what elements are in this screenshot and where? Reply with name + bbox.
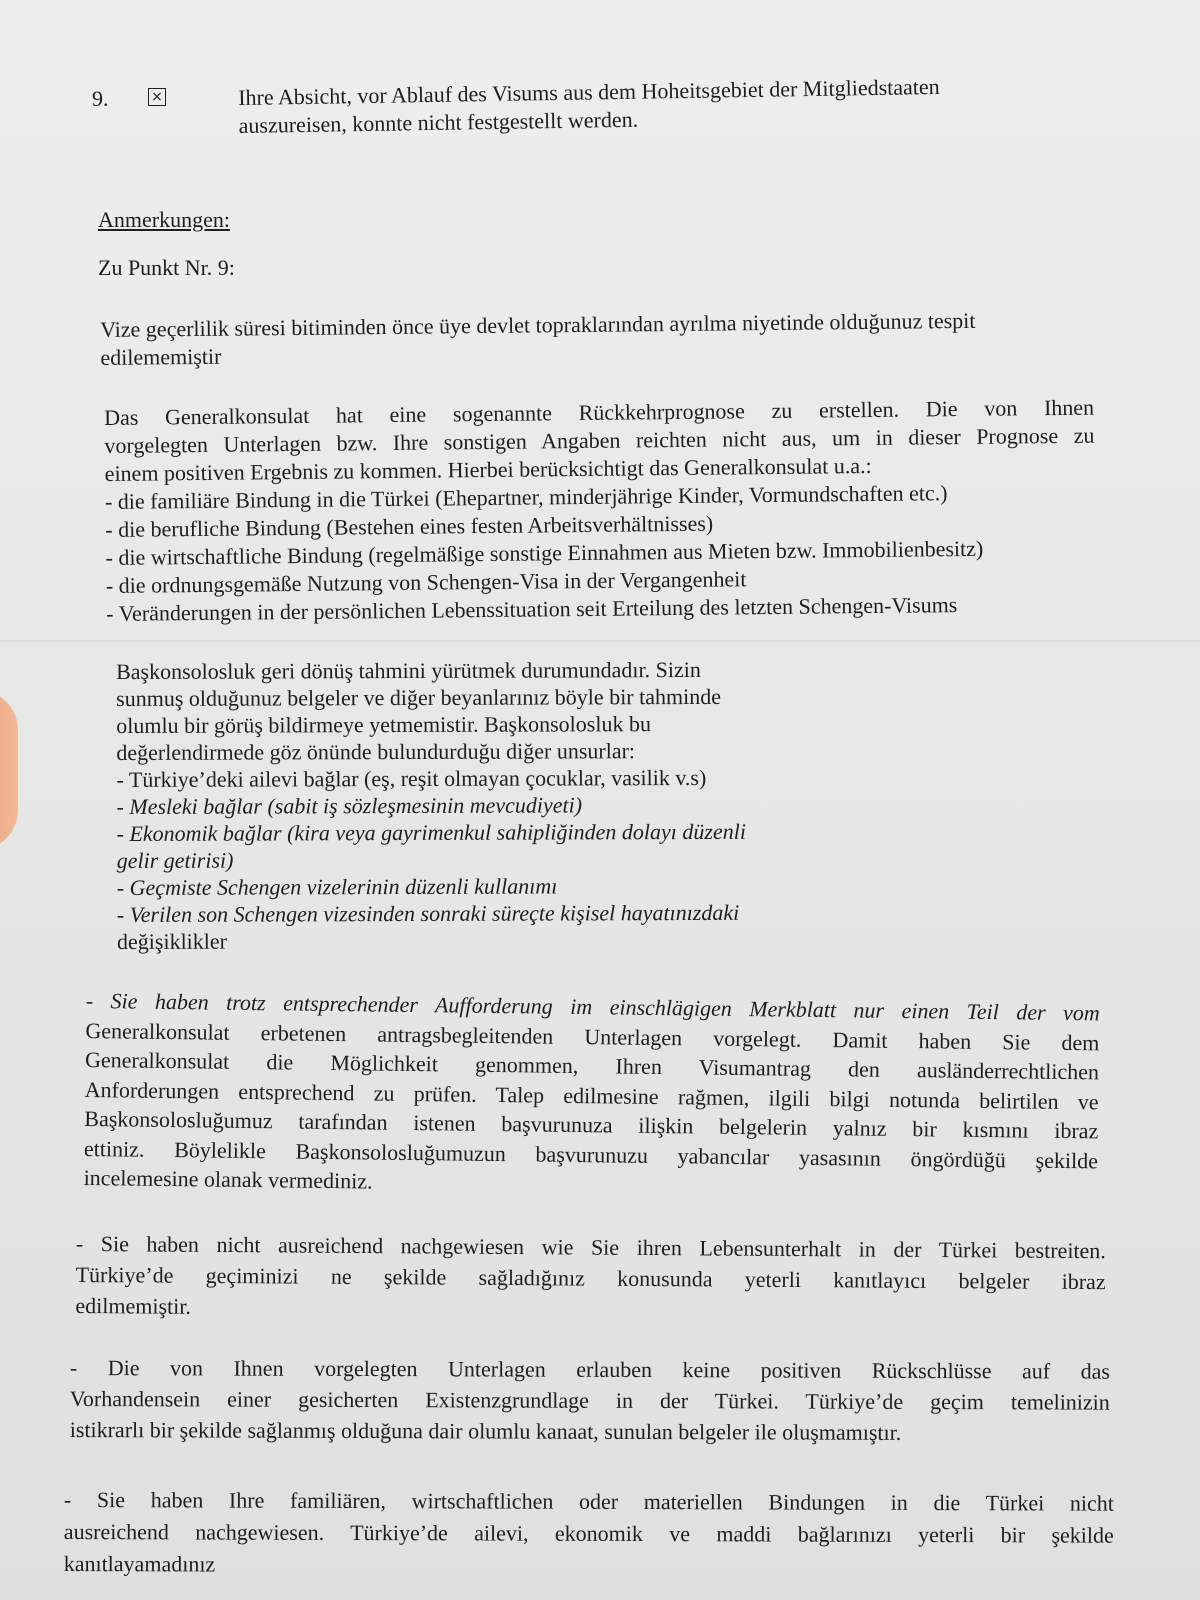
text-line: - Die von Ihnen vorgelegten Unterlagen erlauben keine positiven Rückschlüsse auf das [69, 1355, 1110, 1384]
return-prognosis-german [104, 394, 1096, 628]
point-reference: Zu Punkt Nr. 9: [98, 255, 235, 280]
paper-fold [0, 640, 1200, 642]
bullet-item: gelir getirisi) [116, 847, 234, 873]
text-line: istikrarlı bir şekilde sağlanmış olduğuna dair olumlu kanaat, sunulan belgeler ile oluşmamıştır. [69, 1416, 902, 1445]
text-line: kanıtlayamadınız [63, 1550, 216, 1577]
bullet-item: - Ekonomik bağlar (kira veya gayrimenkul sahipliğinden dolayı düzenli [116, 818, 746, 846]
bullet-item: - die berufliche Bindung (Bestehen eines festen Arbeitsverhältnisses) [105, 510, 714, 542]
text-line: einem positiven Ergebnis zu kommen. Hierbei berücksichtigt das Generalkonsulat u.a.: [104, 452, 872, 486]
bullet-item: - Verilen son Schengen vizesinden sonraki süreçte kişisel hayatınızdaki [116, 899, 740, 927]
thumb [0, 690, 18, 850]
text-line: Ihre Absicht, vor Ablauf des Visums aus dem Hoheitsgebiet der Mitgliedstaaten [238, 73, 940, 110]
existence-paragraph [70, 1352, 1110, 1449]
text-line: incelemesine olanak vermediniz. [83, 1164, 373, 1194]
text-line: auszureisen, konnte nicht festgestellt werden. [238, 106, 639, 138]
text-line: - Sie haben Ihre familiären, wirtschaftlichen oder materiellen Bindungen in die Türkei nicht [63, 1487, 1114, 1516]
vize-paragraph [100, 306, 1101, 372]
bullet-item: - die wirtschaftliche Bindung (regelmäßige sonstige Einnahmen aus Mieten bzw. Immobilienbesitz) [105, 535, 984, 570]
text-line: sunmuş olduğunuz belgeler ve diğer beyanlarınız böyle bir tahminde [116, 683, 722, 711]
text-line: Generalkonsulat erbetenen antragsbegleitenden Unterlagen vorgelegt. Damit haben Sie dem [85, 1017, 1100, 1055]
bullet-item: - Türkiye’deki ailevi bağlar (eş, reşit olmayan çocuklar, vasilik v.s) [116, 764, 707, 792]
text-line: Başkonsolosluk geri dönüş tahmini yürütmek durumundadır. Sizin [116, 656, 701, 684]
text-line: Anforderungen entsprechend zu prüfen. Talep edilmesine rağmen, ilgili bilgi notunda belirtilen ve [84, 1076, 1099, 1114]
text-line: değerlendirmede göz önünde bulundurduğu diğer unsurlar: [116, 738, 636, 765]
text-line: ausreichend nachgewiesen. Türkiye’de ailevi, ekonomik ve maddi bağlarınızı yeterli bir şekilde [63, 1518, 1114, 1548]
livelihood-paragraph [75, 1228, 1106, 1328]
bullet-item: - Veränderungen in der persönlichen Lebenssituation seit Erteilung des letzten Schengen-Visums [106, 592, 958, 626]
text-line: - Sie haben nicht ausreichend nachgewiesen wie Sie ihren Lebensunterhalt in der Türkei bestreiten. [75, 1230, 1106, 1264]
text-line: Başkonsolosluğumuz tarafından istenen başvurunuza ilişkin belgelerin yalnız bir kısmını ibraz [84, 1105, 1099, 1144]
incomplete-documents-paragraph [83, 986, 1099, 1205]
bullet-item: - Mesleki bağlar (sabit iş sözleşmesinin mevcudiyeti) [116, 792, 583, 819]
return-prognosis-turkish [116, 655, 837, 955]
text-line: Türkiye’de geçiminizi ne şekilde sağladığınız konusunda yeterli kanıtlayıcı belgeler ibraz [75, 1261, 1106, 1295]
text-line: Das Generalkonsulat hat eine sogenannte Rückkehrprognose zu erstellen. Die von Ihnen [104, 394, 1095, 430]
text-line: edilememiştir [100, 343, 222, 370]
bullet-item: - die ordnungsgemäße Nutzung von Schengen-Visa in der Vergangenheit [105, 566, 747, 598]
bullet-item: değişiklikler [116, 928, 228, 954]
text-line: - Sie haben trotz entsprechender Aufforderung im einschlägigen Merkblatt nur einen Teil der vom [85, 987, 1100, 1026]
remarks-heading: Anmerkungen: [98, 207, 230, 232]
text-line: ettiniz. Böylelikle Başkonsolosluğumuzun başvurunuzu yabancılar yasasının öngördüğü şekilde [83, 1135, 1099, 1173]
checked-checkbox: × [148, 88, 166, 106]
text-line: Generalkonsulat die Möglichkeit genommen, Ihren Visumantrag den ausländerrechtlichen [84, 1046, 1100, 1085]
text-line: Vorhandensein einer gesicherten Existenzgrundlage in der Türkei. Türkiye’de geçim temelinizin [69, 1385, 1110, 1415]
text-line: Vize geçerlilik süresi bitiminden önce üye devlet topraklarından ayrılma niyetinde olduğunuz tespit [100, 307, 976, 342]
text-line: vorgelegten Unterlagen bzw. Ihre sonstigen Angaben reichten nicht aus, um in dieser Prognose zu [104, 422, 1095, 458]
item-number: 9. [92, 86, 109, 111]
text-line: edilmemiştir. [75, 1292, 192, 1319]
bullet-item: - die familiäre Bindung in die Türkei (Ehepartner, minderjährige Kinder, Vormundschaften etc.) [104, 480, 948, 514]
text-line: olumlu bir görüş bildirmeye yetmemistir. Başkonsolosluk bu [116, 711, 651, 738]
bullet-item: - Geçmiste Schengen vizelerinin düzenli kullanımı [116, 873, 558, 900]
ties-paragraph [64, 1484, 1114, 1584]
item-9-text [238, 71, 1059, 140]
